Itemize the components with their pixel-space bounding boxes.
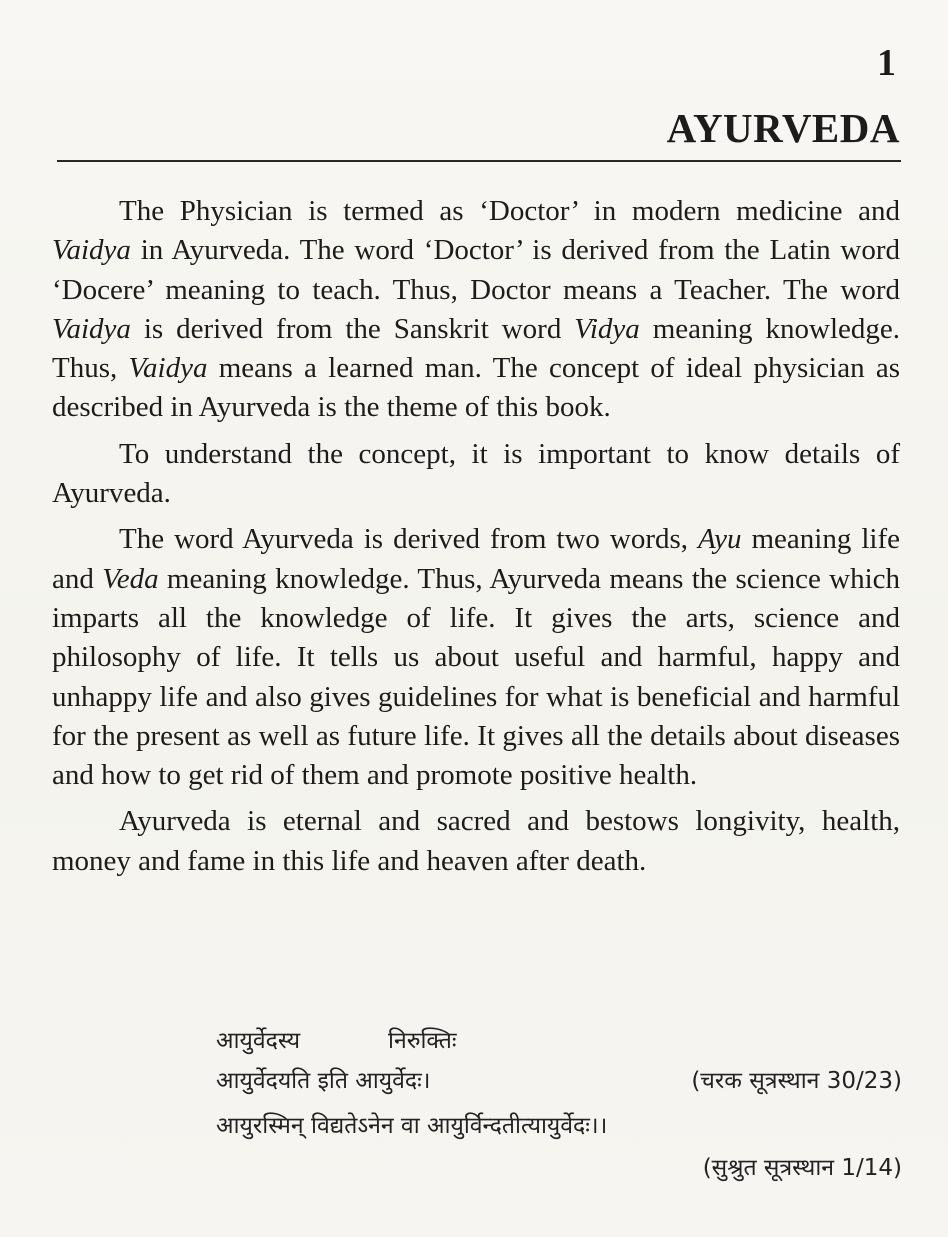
- term-vaidya: Vaidya: [52, 234, 131, 267]
- sanskrit-line-1-word-2: निरुक्तिः: [388, 1028, 457, 1054]
- paragraph-3-text: meaning knowledge. Thus, Ayurveda means the science which imparts all the knowledge of life. It gives the arts, science and philosophy of life. It tells us about useful and harmful, happy and unhappy life and also gives guidelines for what is beneficial and harmful for the present as well as future life. It gives all the details about diseases and how to get rid of them and promote positive health.: [52, 562, 901, 792]
- body-text: [52, 192, 900, 881]
- paragraph-3: [52, 520, 900, 795]
- title-rule: [57, 160, 901, 162]
- paragraph-1: [52, 192, 900, 428]
- paragraph-1-text: The Physician is termed as ‘Doctor’ in modern medicine and: [119, 195, 900, 227]
- term-vidya: Vidya: [574, 312, 640, 345]
- paragraph-3-text: The word Ayurveda is derived from two words,: [119, 523, 698, 556]
- term-vaidya: Vaidya: [128, 352, 208, 385]
- term-vaidya: Vaidya: [52, 312, 131, 345]
- chapter-title: AYURVEDA: [666, 105, 900, 151]
- sanskrit-line-1-word-1: आयुर्वेदस्य: [216, 1028, 301, 1054]
- paragraph-1-text: is derived from the Sanskrit word: [130, 312, 575, 345]
- paragraph-2: To understand the concept, it is important to know details of Ayurveda.: [52, 437, 900, 510]
- paragraph-1-text: means a learned man. The concept of ideal physician as described in Ayurveda is the theme of this book.: [52, 352, 901, 424]
- paragraph-3-text: meaning life and: [52, 523, 900, 595]
- term-veda: Veda: [102, 562, 159, 595]
- chapter-number: 1: [877, 42, 896, 84]
- paragraph-1-text: meaning knowledge. Thus,: [52, 312, 900, 385]
- paragraph-1-text: in Ayurveda. The word ‘Doctor’ is derived from the Latin word ‘Docere’ meaning to teach. Thus, Doctor means a Teacher. The word: [52, 234, 900, 306]
- sanskrit-line-2: आयुर्वेदयति इति आयुर्वेदः।: [216, 1068, 431, 1094]
- term-ayu: Ayu: [698, 523, 742, 556]
- paragraph-4: Ayurveda is eternal and sacred and bestows longivity, health, money and fame in this life and heaven after death.: [52, 805, 900, 877]
- charaka-reference: (चरक सूत्रस्थान 30/23): [691, 1068, 902, 1094]
- sushruta-reference: (सुश्रुत सूत्रस्थान 1/14): [702, 1155, 902, 1181]
- sanskrit-line-3: आयुरस्मिन् विद्यतेऽनेन वा आयुर्विन्दतीत्यायुर्वेदः।।: [216, 1113, 608, 1139]
